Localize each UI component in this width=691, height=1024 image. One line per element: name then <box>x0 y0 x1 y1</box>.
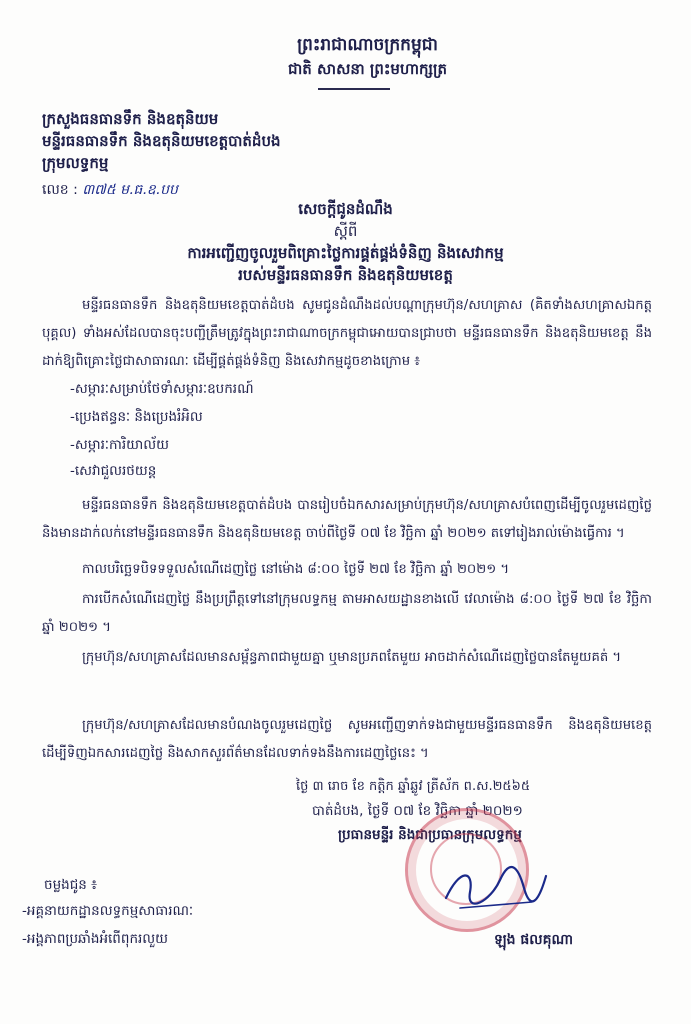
department-name: មន្ទីរធនធានទឹក និងឧតុនិយមខេត្តបាត់ដំបង <box>42 132 281 150</box>
kingdom-heading: ព្រះរាជាណាចក្រកម្ពុជា <box>297 35 438 55</box>
signer-title: ប្រធានមន្ទីរ និងជាប្រធានក្រុមលទ្ធកម្ម <box>338 827 522 843</box>
notice-subject-line-2: របស់មន្ទីរធនធានទឹក និងឧតុនិយមខេត្ត <box>238 266 453 284</box>
cc-item-procurement-department: -អគ្គនាយកដ្ឋានលទ្ធកម្មសាធារណៈ <box>22 903 194 919</box>
contact-paragraph: ក្រុមហ៊ុន/សហគ្រាសដែលមានបំណងចូលរួមដេញថ្លៃ សូមអញ្ជើញទាក់ទងជាមួយមន្ទីរធនធានទឹក និងឧតុនិយមខេត្ត ដើម្បីទិញឯកសារដេញថ្លៃ និងសាកសួរព័ត៌មានដែលទាក់ទងនឹងការដេញថ្លៃនេះ ។ <box>42 718 652 761</box>
item-car-rental: -សេវាជួលរថយន្ត <box>70 463 157 479</box>
notice-about: ស្តីពី <box>333 222 358 240</box>
single-bid-paragraph: ក្រុមហ៊ុន/សហគ្រាសដែលមានសម្ព័ន្ធភាពជាមួយគ្នា ឬមានប្រភពតែមួយ អាចដាក់សំណើដេញថ្លៃបានតែមួយគត់ ។ <box>82 650 622 665</box>
handwritten-signature <box>440 858 550 918</box>
item-office-supplies: -សម្ភារៈការិយាល័យ <box>70 437 169 453</box>
header-divider <box>318 88 390 90</box>
opening-paragraph: ការបើកសំណើដេញថ្លៃ នឹងប្រព្រឹត្តទៅនៅក្រុមលទ្ធកម្ម តាមអាសយដ្ឋានខាងលើ វេលាម៉ោង ៨:០០ ថ្ងៃទី ២៧ ខែ វិច្ឆិកា ឆ្នាំ ២០២១ ។ <box>42 592 652 635</box>
lunar-date: ថ្ងៃ ៣ រោច ខែ កត្តិក ឆ្នាំឆ្លូវ ត្រីស័ក ព.ស.២៥៦៥ <box>296 779 531 794</box>
reference-label: លេខ : <box>42 182 78 198</box>
notice-title: សេចក្តីជូនដំណឹង <box>298 200 393 218</box>
signer-name: ឡុង ផលគុណា <box>494 932 574 948</box>
national-motto: ជាតិ សាសនា ព្រះមហាក្សត្រ <box>288 60 447 78</box>
reference-value: ៣៧៥ ម.ធ.ឧ.បប <box>82 182 178 198</box>
item-maintenance-supplies: -សម្ភារៈសម្រាប់ថែទាំសម្ភារៈឧបករណ៍ <box>70 381 254 397</box>
notice-subject-line-1: ការអញ្ជើញចូលរួមពិគ្រោះថ្លៃការផ្គត់ផ្គង់ទំនិញ និងសេវាកម្ម <box>187 244 504 262</box>
cc-item-anti-corruption-unit: -អង្គភាពប្រឆាំងអំពើពុករលួយ <box>22 931 169 947</box>
ministry-name: ក្រសួងធនធានទឹក និងឧតុនិយម <box>42 110 219 128</box>
documents-paragraph: មន្ទីរធនធានទឹក និងឧតុនិយមខេត្តបាត់ដំបង បានរៀបចំឯកសារសម្រាប់ក្រុមហ៊ុន/សហគ្រាសបំពេញដើម្បីចូលរួមដេញថ្លៃ និងមានដាក់លក់នៅមន្ទីរធនធានទឹក និងឧតុនិយមខេត្ត ចាប់ពីថ្ងៃទី ០៧ ខែ វិច្ឆិកា ឆ្នាំ ២០២១ តទៅរៀងរាល់ម៉ោងធ្វើការ ។ <box>42 498 652 541</box>
place-and-date: បាត់ដំបង, ថ្ងៃទី ០៧ ខែ វិច្ឆិកា ឆ្នាំ ២០២១ <box>312 803 523 819</box>
office-name: ក្រុមលទ្ធកម្ម <box>42 154 109 172</box>
intro-paragraph: មន្ទីរធនធានទឹក និងឧតុនិយមខេត្តបាត់ដំបង សូមជូនដំណឹងដល់បណ្តាក្រុមហ៊ុន/សហគ្រាស (គិតទាំងសហគ្រាសឯកត្តបុគ្គល) ទាំងអស់ដែលបានចុះបញ្ជីត្រឹមត្រូវក្នុងព្រះរាជាណាចក្រកម្ពុជាអោយបានជ្រាបថា មន្ទីរធនធានទឹក និងឧតុនិយមខេត្ត នឹងដាក់ឱ្យពិគ្រោះថ្លៃជាសាធារណៈ ដើម្បីផ្គត់ផ្គង់ទំនិញ និងសេវាកម្មដូចខាងក្រោម ៖ <box>42 298 652 369</box>
item-fuel-lubricants: -ប្រេងឥន្ធនៈ និងប្រេងរំអិល <box>70 409 203 425</box>
deadline-paragraph: កាលបរិច្ឆេទបិទទទួលសំណើដេញថ្លៃ នៅម៉ោង ៨:០០ ថ្ងៃទី ២៧ ខែ វិច្ឆិកា ឆ្នាំ ២០២១ ។ <box>82 562 510 577</box>
reference-number <box>42 180 178 201</box>
cc-label: ចម្លងជូន ៖ <box>44 877 98 893</box>
